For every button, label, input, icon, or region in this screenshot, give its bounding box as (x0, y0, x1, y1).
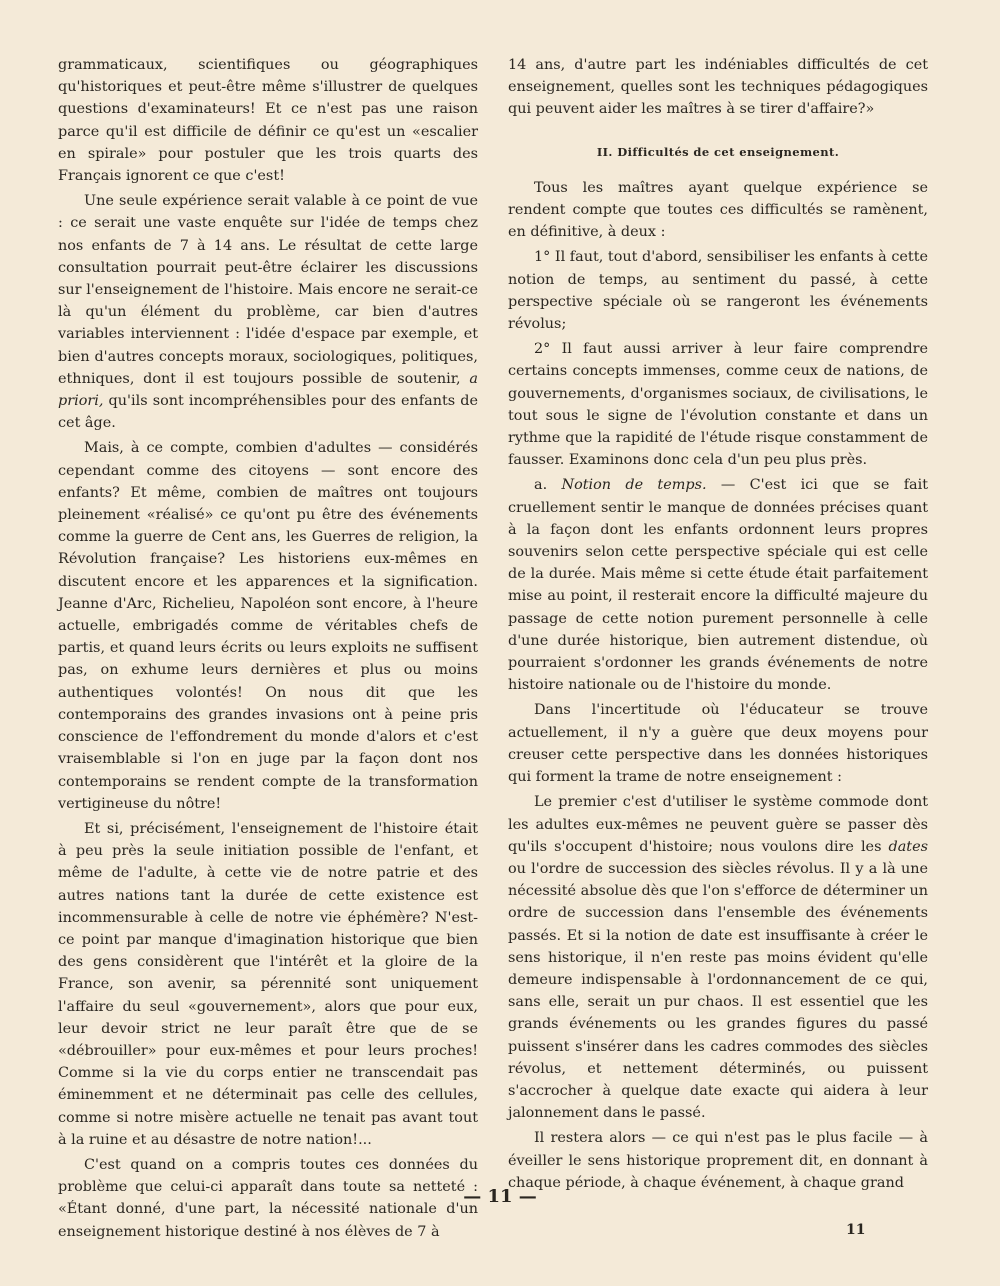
paragraph: Tous les maîtres ayant quelque expérience se rendent compte que toutes ces difficultés se ramènent, en définitive, à deux : (508, 179, 928, 241)
paragraph: C'est quand on a compris toutes ces données du problème que celui-ci apparaît dans toute sa netteté : «Étant donné, d'une part, la nécessité nationale d'un enseignement historique destiné à nos élèves de 7 à (58, 1156, 478, 1240)
text-run: — C'est ici que se fait cruellement sentir le manque de données précises quant à la façon dont les enfants ordonnent leurs propres souvenirs selon cette perspective spéciale qui est celle de la durée. Mais même si cette étude était parfaitement mise au point, il resterait encore la difficulté majeure du passage de cette notion purement personnelle à celle d'une durée historique, bien autrement distendue, où pourraient s'ordonner les grands événements de notre histoire nationale ou de l'histoire du monde. (508, 477, 928, 694)
paragraph: 1° Il faut, tout d'abord, sensibiliser les enfants à cette notion de temps, au sentiment du passé, à cette perspective spéciale où se rangeront les événements révolus; (508, 249, 928, 333)
text-run: Le premier c'est d'utiliser le système commode dont les adultes eux-mêmes ne peuvent guère se passer dès qu'ils s'occupent d'histoire; nous voulons dire les (508, 794, 928, 855)
paragraph: Mais, à ce compte, combien d'adultes — considérés cependant comme des citoyens — sont encore des enfants? Et même, combien de maîtres ont toujours pleinement «réalisé» ce qu'ont pu être des événements comme la guerre de Cent ans, les Guerres de religion, la Révolution française? Les historiens eux-mêmes en discutent encore et les apparences et la signification. Jeanne d'Arc, Richelieu, Napoléon sont encore, à l'heure actuelle, embrigadés comme de véritables chefs de partis, et quand leurs écrits ou leurs exploits ne suffisent pas, on exhume leurs dernières et plus ou moins authentiques volontés! On nous dit que les contemporains des grandes invasions ont à peine pris conscience de l'effondrement du monde d'alors et c'est vraisemblable si l'on en juge par la façon dont nos contemporains se rendent compte de la transformation vertigineuse du nôtre! (58, 440, 478, 812)
right-column (508, 54, 928, 1197)
text-run: ou l'ordre de succession des siècles révolus. Il y a là une nécessité absolue dès que l'on s'efforce de déterminer un ordre de succession dans l'ensemble des événements passés. Et si la notion de date est insuffisante à créer le sens historique, il n'en reste pas moins évident qu'elle demeure indispensable à l'ordonnancement de ce qui, sans elle, serait un pur chaos. Il est essentiel que les grands événements ou les grandes figures du passé puissent s'insérer dans les cadres commodes des siècles révolus, et nettement déterminés, ou puissent s'accrocher à quelque date exacte qui aidera à leur jalonnement dans le passé. (508, 860, 928, 1122)
paragraph: 14 ans, d'autre part les indéniables difficultés de cet enseignement, quelles sont les techniques pédagogiques qui peuvent aider les maîtres à se tirer d'affaire?» (508, 57, 928, 118)
corner-page-mark: 11 (846, 1222, 866, 1238)
text-run: a. (534, 477, 548, 494)
italic-subheading: Notion de temps. (561, 477, 707, 494)
paragraph (508, 474, 928, 696)
page-number: — 11 — (463, 1186, 537, 1207)
italic-text: dates (888, 838, 928, 855)
italic-text: a priori, (58, 370, 478, 410)
section-heading: II. Difficultés de cet enseignement. (596, 144, 840, 159)
paragraph: 2° Il faut aussi arriver à leur faire comprendre certains concepts immenses, comme ceux de nations, de gouvernements, d'organismes sociaux, de civilisations, le tout sous le signe de l'évolution constante et dans un rythme que la rapidité de l'étude risque constamment de fausser. Examinons donc cela d'un peu plus près. (508, 341, 928, 469)
text-run: qu'ils sont incompréhensibles pour des enfants de cet âge. (58, 393, 478, 432)
left-column (58, 54, 478, 1246)
paragraph: Et si, précisément, l'enseignement de l'histoire était à peu près la seule initiation possible de l'enfant, et même de l'adulte, à cette vie de notre patrie et des autres nations tant la durée de cette existence est incommensurable à celle de notre vie éphémère? N'est-ce point par manque d'imagination historique que bien des gens considèrent que l'intérêt et la gloire de la France, son avenir, sa pérennité sont uniquement l'affaire du seul «gouvernement», alors que pour eux, leur devoir strict ne leur paraît être que de se «débrouiller» pour eux-mêmes et pour leurs proches! Comme si la vie du corps entier ne transcendait pas éminemment et ne déterminait pas celle des cellules, comme si notre misère actuelle ne tenait pas avant tout à la ruine et au désastre de notre nation!... (58, 820, 478, 1148)
text-run: Une seule expérience serait valable à ce point de vue : ce serait une vaste enquête sur l'idée de temps chez nos enfants de 7 à 14 ans. Le résultat de cette large consultation pourrait peut-être éclairer les discussions sur l'enseignement de l'histoire. Mais encore ne serait-ce là qu'un élément du problème, car bien d'autres variables interviennent : l'idée d'espace par exemple, et bien d'autres concepts moraux, sociologiques, politiques, ethniques, dont il est toujours possible de soutenir, (58, 193, 478, 387)
paragraph: Il restera alors — ce qui n'est pas le plus facile — à éveiller le sens historique proprement dit, en donnant à chaque période, à chaque événement, à chaque grand (508, 1130, 928, 1191)
paragraph (508, 791, 928, 1124)
paragraph: grammaticaux, scientifiques ou géographiques qu'historiques et peut-être même s'illustrer de quelques questions d'examinateurs! Et ce n'est pas une raison parce qu'il est difficile de définir ce qu'est un «escalier en spirale» pour postuler que les trois quarts des Français ignorent ce que c'est! (58, 57, 478, 185)
paragraph: Dans l'incertitude où l'éducateur se trouve actuellement, il n'y a guère que deux moyens pour creuser cette perspective dans les données historiques qui forment la trame de notre enseignement : (508, 702, 928, 786)
paragraph (58, 190, 478, 434)
